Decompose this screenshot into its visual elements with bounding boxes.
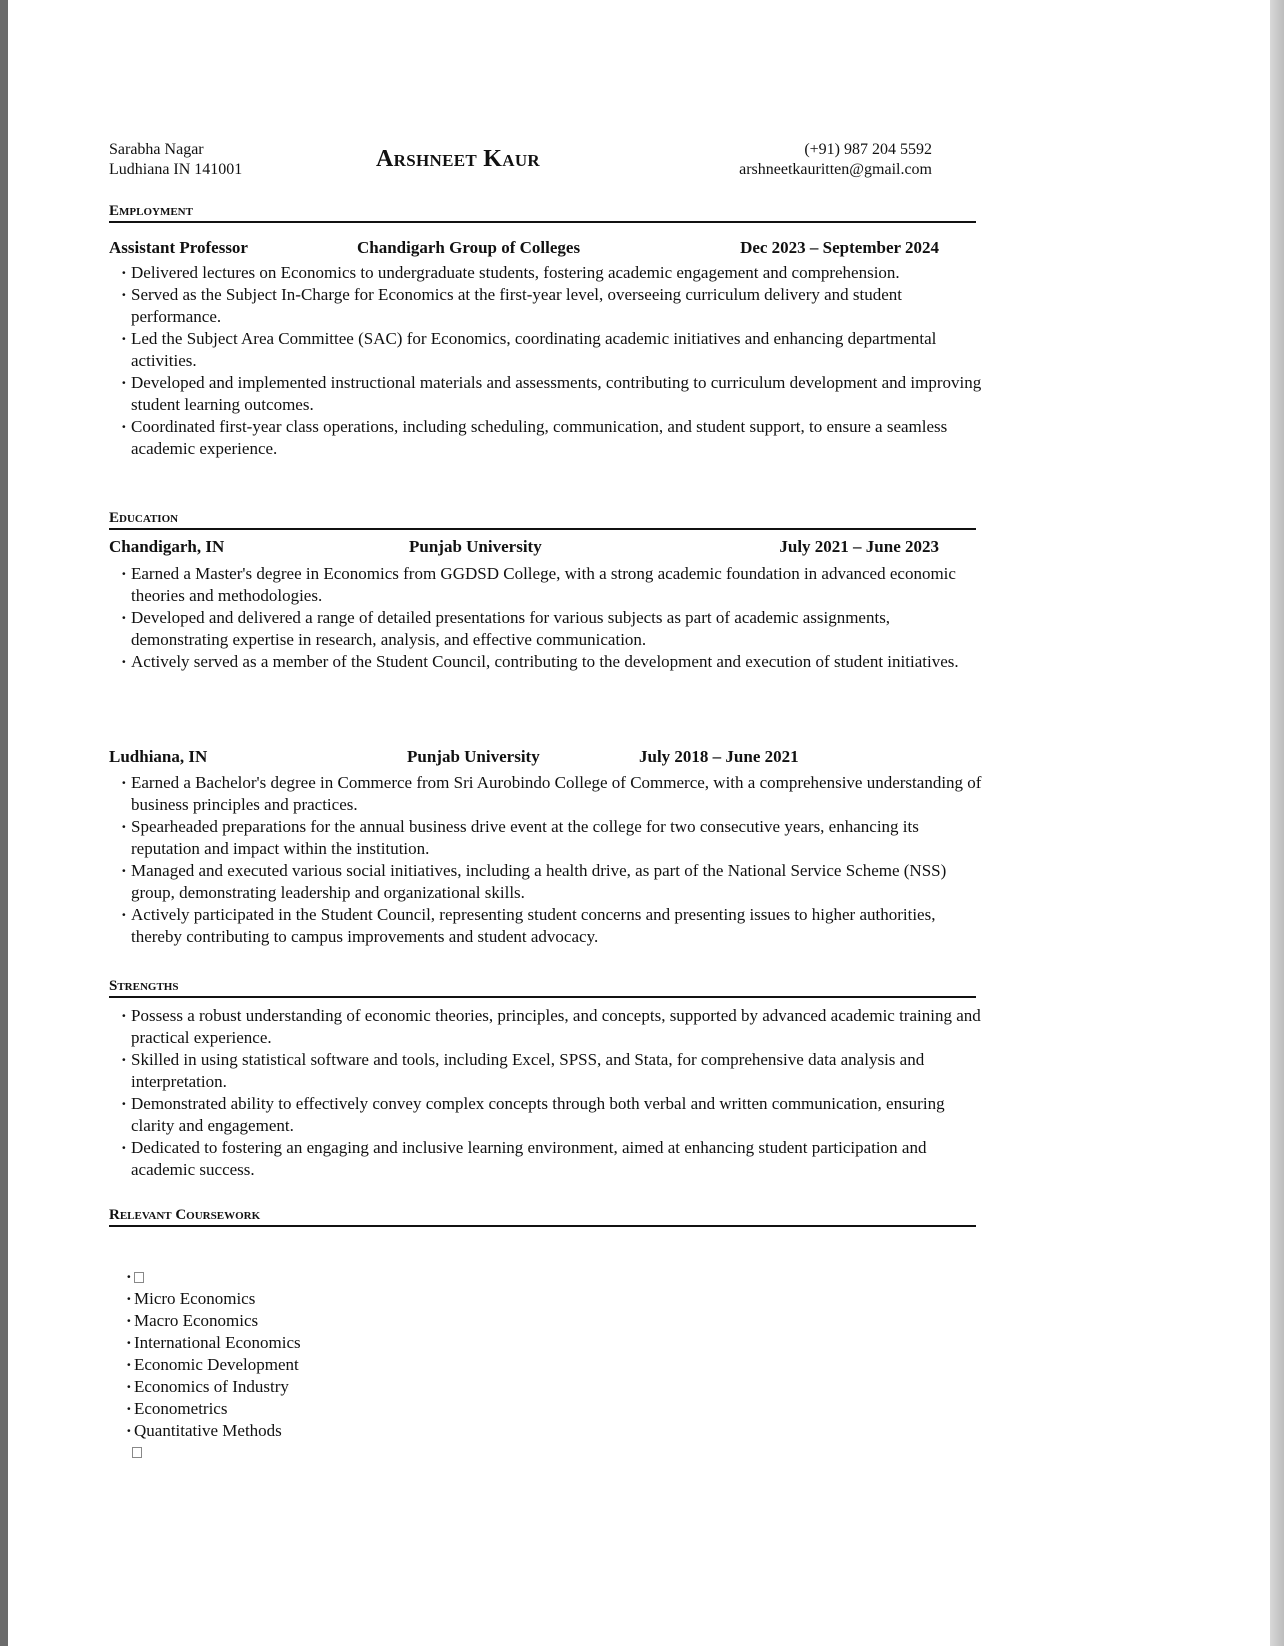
candidate-name: Arshneet Kaur [376, 146, 540, 172]
course-name: Econometrics [134, 1399, 228, 1418]
list-item [126, 1398, 526, 1420]
strengths-heading: Strengths [109, 978, 976, 998]
list-item [126, 1288, 526, 1310]
empty-box-icon [132, 1447, 142, 1458]
course-name: Economic Development [134, 1355, 299, 1374]
course-name: International Economics [134, 1333, 301, 1352]
education-institution: Punjab University [407, 747, 540, 766]
list-item: · Led the Subject Area Committee (SAC) for Economics, coordinating academic initiatives and enhancing departmental activities. [109, 328, 989, 372]
list-item [126, 1332, 526, 1354]
employment-bullets [109, 262, 989, 460]
list-item: · Skilled in using statistical software and tools, including Excel, SPSS, and Stata, for comprehensive data analysis and interpretation. [109, 1049, 989, 1093]
list-item: · Actively served as a member of the Student Council, contributing to the development and execution of student initiatives. [109, 651, 989, 673]
list-item: · Developed and implemented instructional materials and assessments, contributing to curriculum development and improving student learning outcomes. [109, 372, 989, 416]
bullet-dot-icon: · [126, 1399, 132, 1418]
resume-page [8, 0, 1270, 1646]
list-item [126, 1420, 526, 1442]
list-item [126, 1266, 526, 1288]
bullet-dot-icon: · [126, 1333, 132, 1352]
list-item: · Possess a robust understanding of economic theories, principles, and concepts, supported by advanced academic training and practical experience. [109, 1005, 989, 1049]
education-heading: Education [109, 510, 976, 530]
empty-box-icon [134, 1272, 144, 1283]
education-location: Ludhiana, IN [109, 747, 208, 766]
bullet-dot-icon: · [126, 1377, 132, 1396]
list-item: · Demonstrated ability to effectively convey complex concepts through both verbal and written communication, ensuring clarity and engagement. [109, 1093, 989, 1137]
list-item: · Earned a Master's degree in Economics from GGDSD College, with a strong academic foundation in advanced economic theories and methodologies. [109, 563, 989, 607]
bullet-dot-icon: · [126, 1289, 132, 1308]
list-item: · Actively participated in the Student Council, representing student concerns and presenting issues to higher authorities, thereby contributing to campus improvements and student advocacy. [109, 904, 989, 948]
bullet-dot-icon: · [126, 1267, 132, 1286]
education-dates: July 2018 – June 2021 [639, 747, 799, 766]
employment-entry-header [109, 237, 939, 259]
list-item [126, 1354, 526, 1376]
list-item: · Earned a Bachelor's degree in Commerce from Sri Aurobindo College of Commerce, with a comprehensive understanding of business principles and practices. [109, 772, 989, 816]
list-item: · Coordinated first-year class operations, including scheduling, communication, and student support, to ensure a seamless academic experience. [109, 416, 989, 460]
job-role: Assistant Professor [109, 238, 248, 257]
page-edge [1270, 0, 1284, 1646]
list-item: · Managed and executed various social initiatives, including a health drive, as part of the National Service Scheme (NSS) group, demonstrating leadership and organizational skills. [109, 860, 989, 904]
education-entry-1-bullets [109, 563, 989, 673]
education-institution: Punjab University [409, 537, 542, 556]
address-line-2: Ludhiana IN 141001 [109, 161, 243, 178]
education-entry-2-header [109, 746, 939, 768]
email-address: arshneetkauritten@gmail.com [739, 161, 932, 178]
list-item: · Developed and delivered a range of detailed presentations for various subjects as part of academic assignments, demonstrating expertise in research, analysis, and effective communication. [109, 607, 989, 651]
bullet-dot-icon: · [126, 1355, 132, 1374]
list-item [126, 1310, 526, 1332]
course-name: Quantitative Methods [134, 1421, 282, 1440]
bullet-dot-icon: · [126, 1421, 132, 1440]
job-organization: Chandigarh Group of Colleges [357, 238, 581, 257]
education-location: Chandigarh, IN [109, 537, 225, 556]
education-entry-2-bullets [109, 772, 989, 948]
course-name: Macro Economics [134, 1311, 259, 1330]
employment-heading: Employment [109, 203, 976, 223]
address-line-1: Sarabha Nagar [109, 141, 204, 158]
list-item: · Dedicated to fostering an engaging and inclusive learning environment, aimed at enhancing student participation and academic success. [109, 1137, 989, 1181]
list-item: · Spearheaded preparations for the annual business drive event at the college for two consecutive years, enhancing its reputation and impact within the institution. [109, 816, 989, 860]
bullet-dot-icon: · [126, 1311, 132, 1330]
course-name: Micro Economics [134, 1289, 256, 1308]
phone-number: (+91) 987 204 5592 [804, 141, 932, 158]
contact-block [739, 140, 932, 180]
strengths-bullets [109, 1005, 989, 1181]
education-dates: July 2021 – June 2023 [779, 537, 939, 556]
job-dates: Dec 2023 – September 2024 [740, 238, 939, 257]
coursework-heading: Relevant Coursework [109, 1207, 976, 1227]
list-item: · Served as the Subject In-Charge for Economics at the first-year level, overseeing curriculum delivery and student performance. [109, 284, 989, 328]
education-entry-1-header [109, 536, 939, 558]
list-item: · Delivered lectures on Economics to undergraduate students, fostering academic engagement and comprehension. [109, 262, 989, 284]
coursework-list [126, 1266, 526, 1442]
list-item [126, 1376, 526, 1398]
course-name: Economics of Industry [134, 1377, 289, 1396]
